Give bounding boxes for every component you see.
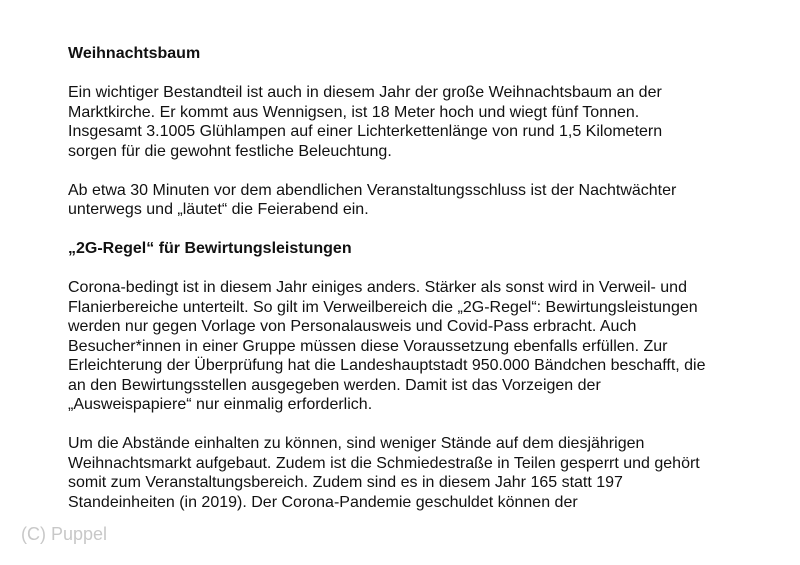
text-line: Besucher*innen in einer Gruppe müssen diese Voraussetzung ebenfalls erfüllen. Zur [68, 337, 668, 355]
text-line: Marktkirche. Er kommt aus Wennigsen, ist 18 Meter hoch und wiegt fünf Tonnen. [68, 103, 640, 121]
text-line: werden nur gegen Vorlage von Personalausweis und Covid-Pass erbracht. Auch [68, 318, 637, 335]
paragraph-abstaende [68, 434, 768, 512]
text-line: Ein wichtiger Bestandteil ist auch in diesem Jahr der große Weihnachtsbaum an der [68, 84, 662, 101]
text-line: Um die Abstände einhalten zu können, sind weniger Stände auf dem diesjährigen [68, 435, 645, 452]
text-line: Standeinheiten (in 2019). Der Corona-Pandemie geschuldet können der [68, 493, 578, 511]
text-line: Weihnachtsmarkt aufgebaut. Zudem ist die Schmiedestraße in Teilen gesperrt und gehört [68, 454, 700, 472]
paragraph-corona [68, 278, 768, 415]
text-line: Insgesamt 3.1005 Glühlampen auf einer Lichterkettenlänge von rund 1,5 Kilometern [68, 123, 663, 140]
spacer [68, 64, 768, 84]
text-line: Corona-bedingt ist in diesem Jahr einiges anders. Stärker als sonst wird in Verweil- und [68, 279, 687, 296]
section-heading-weihnachtsbaum: Weihnachtsbaum [68, 45, 201, 62]
text-line: Ab etwa 30 Minuten vor dem abendlichen Veranstaltungsschluss ist der Nachtwächter [68, 181, 677, 199]
text-line: sorgen für die gewohnt festliche Beleuchtung. [68, 142, 392, 160]
spacer [68, 161, 768, 181]
text-line: Erleichterung der Überprüfung hat die Landeshauptstadt 950.000 Bändchen beschafft, die [68, 357, 706, 374]
document-page [68, 44, 768, 512]
text-line: somit zum Veranstaltungsbereich. Zudem sind es in diesem Jahr 165 statt 197 [68, 474, 623, 491]
copyright-watermark: (C) Puppel [21, 524, 108, 544]
paragraph-weihnachtsbaum [68, 83, 768, 161]
paragraph-nachtwaechter [68, 181, 768, 220]
text-line: an den Bewirtungsstellen ausgegeben werden. Damit ist das Vorzeigen der [68, 376, 601, 394]
text-line: „Ausweispapiere“ nur einmalig erforderlich. [68, 396, 373, 413]
section-heading-2g-regel: „2G-Regel“ für Bewirtungsleistungen [68, 240, 352, 257]
spacer [68, 415, 768, 435]
spacer [68, 259, 768, 279]
text-line: Flanierbereiche unterteilt. So gilt im Verweilbereich die „2G-Regel“: Bewirtungsleistungen [68, 298, 698, 316]
text-line: unterwegs und „läutet“ die Feierabend ein. [68, 201, 369, 218]
spacer [68, 220, 768, 240]
